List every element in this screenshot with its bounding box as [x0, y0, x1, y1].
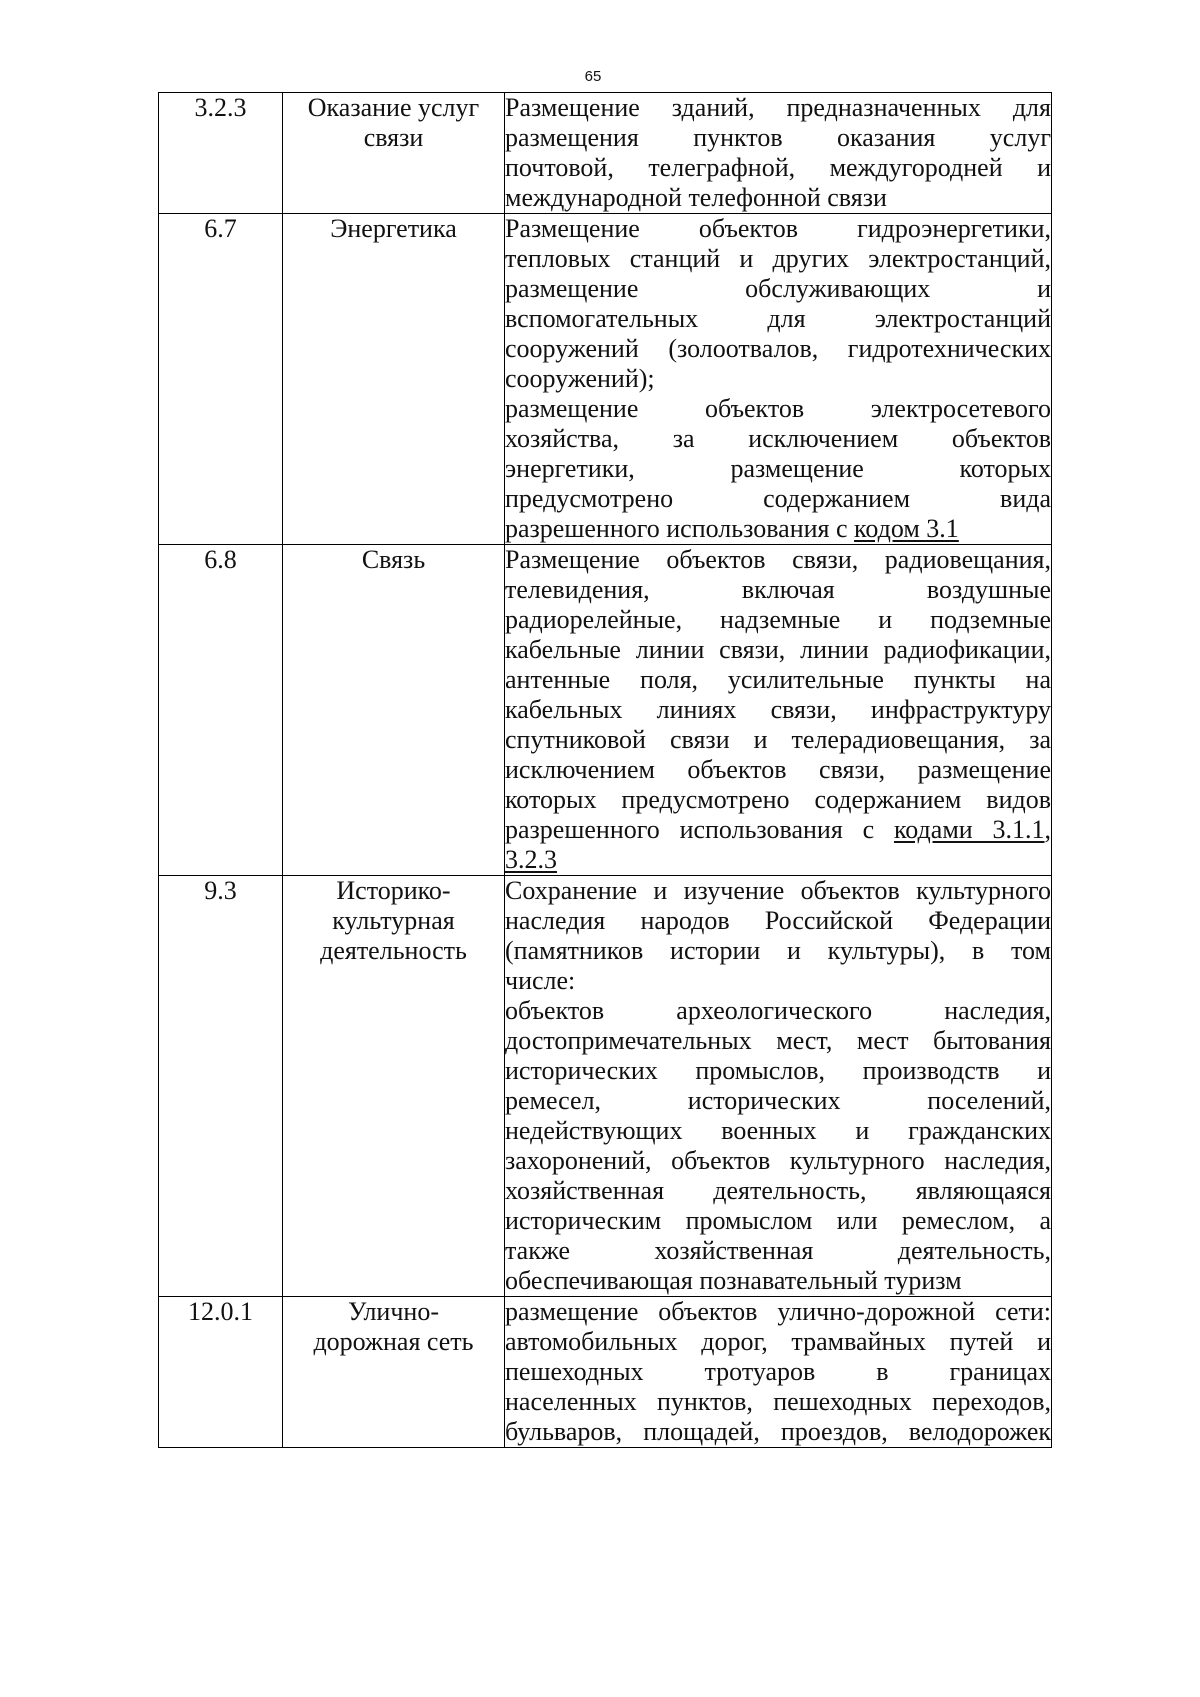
text-line: бульваров, площадей, проездов, велодорожек: [505, 1417, 1051, 1446]
name-cell: [283, 214, 505, 545]
description-paragraph: [505, 394, 1051, 544]
text-line: числе:: [505, 966, 576, 995]
table-row: [159, 545, 1052, 876]
name-line: Улично-: [347, 1297, 439, 1326]
text-line: обеспечивающая познавательный туризм: [505, 1266, 962, 1295]
text-line: Размещение зданий, предназначенных для: [505, 93, 1051, 122]
code-text: 3.2.3: [194, 93, 247, 122]
table-row: [159, 1297, 1052, 1448]
name-line: Оказание услуг: [307, 93, 480, 122]
description-paragraph: [505, 876, 1051, 996]
text-line: сооружений (золоотвалов, гидротехнических: [505, 334, 1051, 363]
text-line: международной телефонной связи: [505, 183, 887, 212]
code-text: 12.0.1: [188, 1297, 253, 1326]
description-paragraph: [505, 545, 1051, 875]
page-number: 65: [584, 68, 602, 85]
text-line: Размещение объектов гидроэнергетики,: [505, 214, 1051, 243]
text-line: объектов археологического наследия,: [505, 996, 1051, 1025]
description-paragraph: [505, 93, 1051, 213]
description-paragraph: [505, 214, 1051, 394]
code-text: 6.7: [204, 214, 237, 243]
code-reference-link[interactable]: кодами 3.1.1: [893, 815, 1045, 844]
text-line: недействующих военных и гражданских: [505, 1116, 1051, 1145]
name-line: Энергетика: [330, 214, 457, 243]
text-line: (памятников истории и культуры), в том: [505, 936, 1051, 965]
table-row: [159, 93, 1052, 214]
description-cell: [505, 876, 1052, 1297]
text-line: антенные поля, усилительные пункты на: [505, 665, 1051, 694]
text-line: телевидения, включая воздушные: [505, 575, 1051, 604]
code-cell: [159, 93, 283, 214]
table-row: [159, 214, 1052, 545]
text-line: энергетики, размещение которых: [505, 454, 1051, 483]
text-line: предусмотрено содержанием вида: [505, 484, 1051, 513]
text-segment: ,: [1044, 815, 1051, 844]
code-text: 9.3: [204, 876, 237, 905]
description-paragraph: [505, 996, 1051, 1296]
table-body: [159, 93, 1052, 1448]
text-line: [505, 815, 1051, 845]
text-line: размещение объектов улично-дорожной сети:: [505, 1297, 1051, 1326]
name-line: Историко-: [336, 876, 451, 905]
text-line: исторических промыслов, производств и: [505, 1056, 1051, 1085]
text-line: ремесел, исторических поселений,: [505, 1086, 1051, 1115]
text-line: также хозяйственная деятельность,: [505, 1236, 1051, 1265]
code-cell: [159, 876, 283, 1297]
text-line: которых предусмотрено содержанием видов: [505, 785, 1051, 814]
text-line: тепловых станций и других электростанций,: [505, 244, 1051, 273]
text-line: автомобильных дорог, трамвайных путей и: [505, 1327, 1051, 1356]
description-cell: [505, 1297, 1052, 1448]
text-line: размещение объектов электросетевого: [505, 394, 1051, 423]
name-line: дорожная сеть: [313, 1327, 474, 1356]
code-cell: [159, 1297, 283, 1448]
name-line: связи: [363, 123, 424, 152]
description-cell: [505, 214, 1052, 545]
text-segment: разрешенного использования с: [505, 514, 855, 543]
text-line: достопримечательных мест, мест бытования: [505, 1026, 1051, 1055]
text-line: кабельные линии связи, линии радиофикации,: [505, 635, 1051, 664]
text-line: [505, 514, 1051, 544]
text-line: кабельных линиях связи, инфраструктуру: [505, 695, 1051, 724]
text-line: населенных пунктов, пешеходных переходов,: [505, 1387, 1051, 1416]
text-line: исключением объектов связи, размещение: [505, 755, 1051, 784]
text-line: почтовой, телеграфной, междугородней и: [505, 153, 1051, 182]
text-segment: разрешенного использования с: [505, 815, 894, 844]
code-text: 6.8: [204, 545, 237, 574]
name-line: деятельность: [320, 936, 467, 965]
name-cell: [283, 1297, 505, 1448]
code-cell: [159, 214, 283, 545]
land-use-table: [158, 92, 1052, 1448]
name-cell: [283, 93, 505, 214]
text-line: размещение обслуживающих и: [505, 274, 1051, 303]
text-line: радиорелейные, надземные и подземные: [505, 605, 1051, 634]
text-line: сооружений);: [505, 364, 655, 393]
description-cell: [505, 545, 1052, 876]
name-line: Связь: [361, 545, 426, 574]
description-paragraph: [505, 1297, 1051, 1447]
text-line: [505, 845, 1051, 875]
text-line: хозяйственная деятельность, являющаяся: [505, 1176, 1051, 1205]
text-line: спутниковой связи и телерадиовещания, за: [505, 725, 1051, 754]
table-row: [159, 876, 1052, 1297]
name-cell: [283, 545, 505, 876]
text-line: наследия народов Российской Федерации: [505, 906, 1051, 935]
name-cell: [283, 876, 505, 1297]
code-reference-link[interactable]: кодом 3.1: [854, 514, 959, 543]
text-line: Сохранение и изучение объектов культурного: [505, 876, 1051, 905]
text-line: захоронений, объектов культурного наследия,: [505, 1146, 1051, 1175]
text-line: Размещение объектов связи, радиовещания,: [505, 545, 1051, 574]
name-line: культурная: [332, 906, 455, 935]
text-line: размещения пунктов оказания услуг: [505, 123, 1051, 152]
text-line: пешеходных тротуаров в границах: [505, 1357, 1051, 1386]
description-cell: [505, 93, 1052, 214]
text-line: хозяйства, за исключением объектов: [505, 424, 1051, 453]
text-line: историческим промыслом или ремеслом, а: [505, 1206, 1051, 1235]
code-cell: [159, 545, 283, 876]
text-line: вспомогательных для электростанций: [505, 304, 1051, 333]
code-reference-link[interactable]: 3.2.3: [505, 845, 557, 874]
